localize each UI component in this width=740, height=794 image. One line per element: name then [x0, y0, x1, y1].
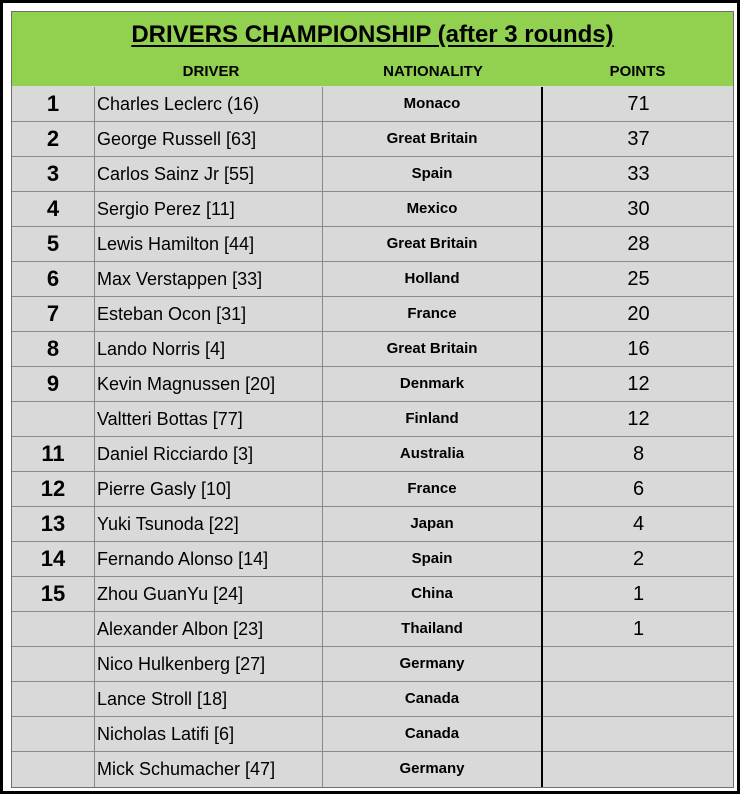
- nationality-cell: France: [407, 305, 457, 322]
- points-cell: 71: [627, 93, 650, 115]
- position-cell: 12: [40, 476, 66, 501]
- driver-cell: Esteban Ocon [31]: [97, 304, 247, 324]
- points-cell: 1: [632, 583, 645, 605]
- driver-cell: Nico Hulkenberg [27]: [97, 654, 266, 674]
- table-title-text: DRIVERS CHAMPIONSHIP (after 3 rounds): [131, 21, 614, 48]
- table-row: [12, 542, 733, 577]
- driver-cell: Mick Schumacher [47]: [97, 759, 276, 779]
- nationality-cell: France: [407, 480, 457, 497]
- nationality-cell: Spain: [411, 550, 453, 567]
- position-cell: 15: [40, 581, 66, 606]
- table-row: [12, 227, 733, 262]
- table-row: [12, 192, 733, 227]
- points-cell: 12: [627, 408, 650, 430]
- points-cell: 4: [632, 513, 645, 535]
- position-cell: 5: [46, 231, 60, 256]
- header-driver: DRIVER: [182, 63, 240, 80]
- points-cell: 6: [632, 478, 645, 500]
- position-cell: [12, 752, 94, 786]
- nationality-cell: Germany: [399, 655, 465, 672]
- column-divider-driver: [322, 87, 323, 788]
- table-row: [12, 262, 733, 297]
- driver-cell: George Russell [63]: [97, 129, 257, 149]
- points-cell: 2: [632, 548, 645, 570]
- position-cell: 11: [41, 441, 65, 466]
- nationality-cell: Japan: [410, 515, 454, 532]
- table-row: [12, 367, 733, 402]
- column-divider-position: [94, 87, 95, 788]
- position-cell: [12, 717, 94, 751]
- position-cell: 6: [46, 266, 60, 291]
- position-cell: 13: [40, 511, 66, 536]
- table-row: [12, 507, 733, 542]
- points-cell: 20: [627, 303, 650, 325]
- driver-cell: Nicholas Latifi [6]: [97, 724, 235, 744]
- position-cell: 14: [40, 546, 66, 571]
- points-cell: 1: [632, 618, 645, 640]
- title-band: [12, 12, 733, 86]
- standings-rows: [12, 87, 733, 787]
- header-points: POINTS: [609, 63, 666, 80]
- driver-cell: Zhou GuanYu [24]: [97, 584, 244, 604]
- points-cell: 33: [627, 163, 650, 185]
- table-row: [12, 647, 733, 682]
- nationality-cell: Finland: [405, 410, 459, 427]
- nationality-cell: Great Britain: [386, 340, 478, 357]
- driver-cell: Lewis Hamilton [44]: [97, 234, 255, 254]
- driver-cell: Carlos Sainz Jr [55]: [97, 164, 255, 184]
- table-row: [12, 472, 733, 507]
- position-cell: [12, 682, 94, 716]
- driver-cell: Max Verstappen [33]: [97, 269, 263, 289]
- driver-cell: Lando Norris [4]: [97, 339, 226, 359]
- table-row: [12, 577, 733, 612]
- points-cell: 30: [627, 198, 650, 220]
- points-cell: 8: [632, 443, 645, 465]
- driver-cell: Kevin Magnussen [20]: [97, 374, 276, 394]
- table-row: [12, 87, 733, 122]
- nationality-cell: Thailand: [401, 620, 463, 637]
- position-cell: 9: [46, 371, 60, 396]
- points-cell: [544, 647, 733, 681]
- table-row: [12, 297, 733, 332]
- column-divider-nationality: [541, 87, 543, 788]
- nationality-cell: Canada: [404, 725, 460, 742]
- points-cell: 37: [627, 128, 650, 150]
- position-cell: 1: [46, 91, 60, 116]
- driver-cell: Alexander Albon [23]: [97, 619, 264, 639]
- driver-cell: Sergio Perez [11]: [97, 199, 235, 219]
- driver-cell: Fernando Alonso [14]: [97, 549, 269, 569]
- nationality-cell: Canada: [404, 690, 460, 707]
- points-cell: 16: [627, 338, 650, 360]
- table-row: [12, 157, 733, 192]
- driver-cell: Yuki Tsunoda [22]: [97, 514, 239, 534]
- points-cell: 28: [627, 233, 650, 255]
- header-nationality: NATIONALITY: [383, 63, 483, 80]
- nationality-cell: Monaco: [403, 95, 461, 112]
- points-cell: [544, 717, 733, 751]
- points-cell: 25: [627, 268, 650, 290]
- standings-table: [11, 11, 734, 788]
- driver-cell: Valtteri Bottas [77]: [97, 409, 243, 429]
- nationality-cell: Denmark: [399, 375, 465, 392]
- position-cell: [12, 647, 94, 681]
- nationality-cell: Mexico: [406, 200, 458, 217]
- position-cell: [12, 402, 94, 436]
- table-row: [12, 402, 733, 437]
- nationality-cell: Australia: [399, 445, 465, 462]
- position-cell: [12, 612, 94, 646]
- nationality-cell: Great Britain: [386, 235, 478, 252]
- driver-cell: Daniel Ricciardo [3]: [97, 444, 254, 464]
- table-row: [12, 682, 733, 717]
- position-cell: 7: [46, 301, 60, 326]
- points-cell: [544, 682, 733, 716]
- driver-cell: Lance Stroll [18]: [97, 689, 228, 709]
- points-cell: [544, 752, 733, 786]
- table-row: [12, 437, 733, 472]
- nationality-cell: Great Britain: [386, 130, 478, 147]
- points-cell: 12: [627, 373, 650, 395]
- nationality-cell: Holland: [404, 270, 460, 287]
- table-row: [12, 122, 733, 157]
- table-row: [12, 752, 733, 787]
- position-cell: 8: [46, 336, 60, 361]
- driver-cell: Charles Leclerc (16): [97, 94, 260, 114]
- table-row: [12, 717, 733, 752]
- nationality-cell: Germany: [399, 760, 465, 777]
- table-row: [12, 612, 733, 647]
- table-title: [12, 20, 733, 50]
- driver-cell: Pierre Gasly [10]: [97, 479, 232, 499]
- position-cell: 4: [46, 196, 60, 221]
- nationality-cell: Spain: [411, 165, 453, 182]
- position-cell: 2: [46, 126, 60, 151]
- nationality-cell: China: [411, 585, 453, 602]
- table-row: [12, 332, 733, 367]
- position-cell: 3: [46, 161, 60, 186]
